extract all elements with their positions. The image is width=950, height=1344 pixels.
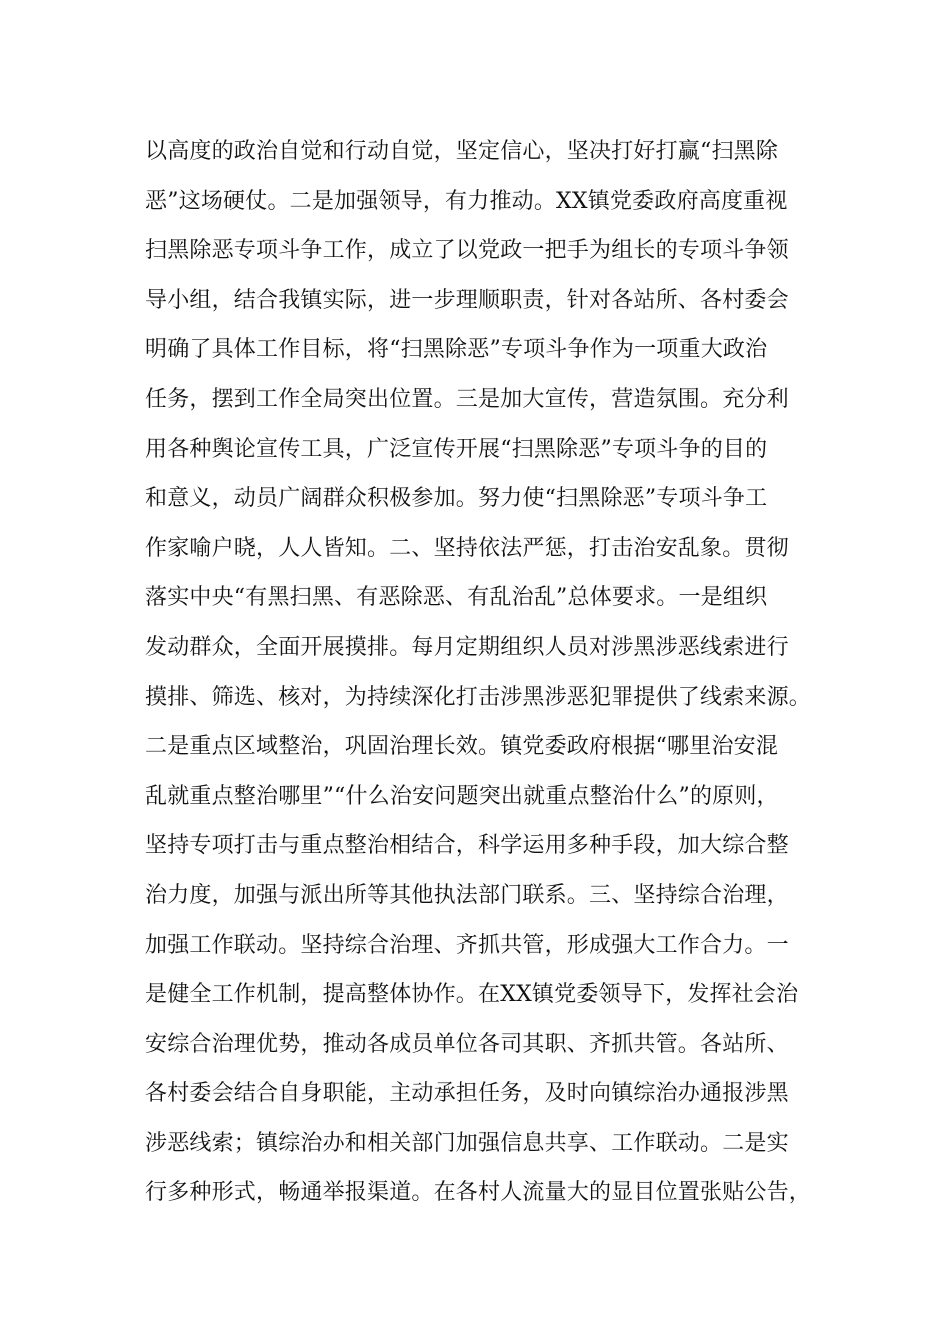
- text-line-13: 二是重点区域整治，巩固治理长效。镇党委政府根据“哪里治安混: [145, 734, 779, 760]
- text-line-19: 安综合治理优势，推动各成员单位各司其职、齐抓共管。各站所、: [145, 1031, 789, 1057]
- text-line-11: 发动群众，全面开展摸排。每月定期组织人员对涉黑涉恶线索进行: [145, 634, 789, 660]
- text-line-6: 任务，摆到工作全局突出位置。三是加大宣传，营造氛围。充分利: [145, 386, 789, 412]
- text-line-5: 明确了具体工作目标，将“扫黑除恶”专项斗争作为一项重大政治: [145, 337, 768, 363]
- text-line-21: 涉恶线索；镇综治办和相关部门加强信息共享、工作联动。二是实: [145, 1130, 789, 1156]
- text-line-16: 治力度，加强与派出所等其他执法部门联系。三、坚持综合治理，: [145, 882, 789, 908]
- text-line-12: 摸排、筛选、核对，为持续深化打击涉黑涉恶犯罪提供了线索来源。: [145, 684, 812, 710]
- text-line-8: 和意义，动员广阔群众积极参加。努力使“扫黑除恶”专项斗争工: [145, 486, 768, 512]
- text-line-7: 用各种舆论宣传工具，广泛宣传开展“扫黑除恶”专项斗争的目的: [145, 436, 768, 462]
- text-line-20: 各村委会结合自身职能，主动承担任务，及时向镇综治办通报涉黑: [145, 1081, 789, 1107]
- text-line-17: 加强工作联动。坚持综合治理、齐抓共管，形成强大工作合力。一: [145, 932, 789, 958]
- text-line-15: 坚持专项打击与重点整治相结合，科学运用多种手段，加大综合整: [145, 833, 789, 859]
- text-line-10: 落实中央“有黑扫黑、有恶除恶、有乱治乱”总体要求。一是组织: [145, 585, 768, 611]
- text-line-3: 扫黑除恶专项斗争工作，成立了以党政一把手为组长的专项斗争领: [145, 238, 789, 264]
- body-text: [145, 132, 835, 1223]
- text-line-4: 导小组，结合我镇实际，进一步理顺职责，针对各站所、各村委会: [145, 287, 789, 313]
- text-line-18: 是健全工作机制，提高整体协作。在XX镇党委领导下，发挥社会治: [145, 982, 799, 1008]
- text-line-2: 恶”这场硬仗。二是加强领导，有力推动。XX镇党委政府高度重视: [145, 188, 788, 214]
- text-line-22: 行多种形式，畅通举报渠道。在各村人流量大的显目位置张贴公告，: [145, 1180, 812, 1206]
- text-line-1: 以高度的政治自觉和行动自觉，坚定信心，坚决打好打赢“扫黑除: [145, 139, 779, 164]
- text-line-14: 乱就重点整治哪里”“什么治安问题突出就重点整治什么”的原则，: [145, 783, 779, 809]
- text-line-9: 作家喻户晓，人人皆知。二、坚持依法严惩，打击治安乱象。贯彻: [145, 535, 789, 561]
